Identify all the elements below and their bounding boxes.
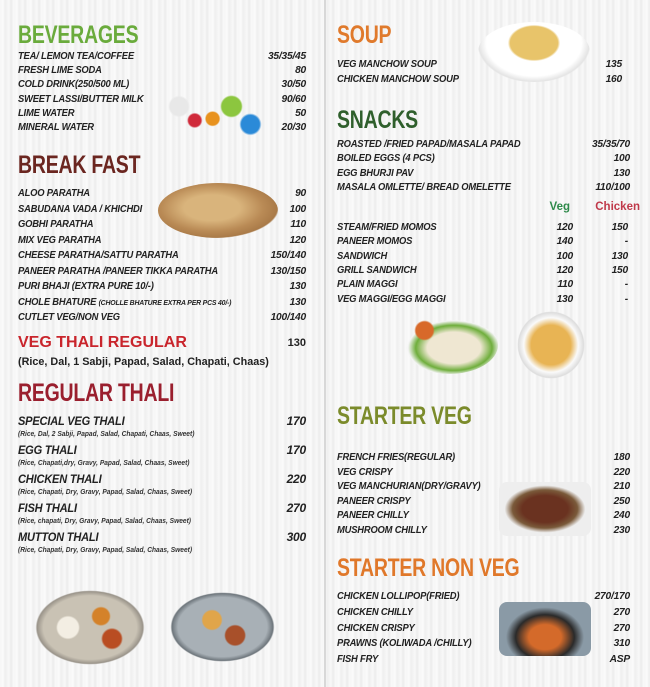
- item-description: (Rice, Chapati, Dry, Gravy, Papad, Salad, Chaas, Sweet): [18, 545, 193, 554]
- item-name: SPECIAL VEG THALI: [18, 414, 125, 428]
- item-name: MUTTON THALI: [18, 530, 99, 544]
- column-header-chicken: Chicken: [595, 201, 640, 214]
- item-price: 170: [286, 414, 306, 428]
- column-header-veg: Veg: [549, 201, 570, 214]
- item-price: 220: [613, 466, 630, 478]
- chicken-price: -: [624, 279, 628, 291]
- veg-price: 130: [556, 293, 573, 305]
- item-price: ASP: [609, 654, 630, 666]
- item-name-text: PURI BHAJI (EXTRA PURE 10/-): [18, 281, 154, 292]
- item-name: COLD DRINK(250/500 ML): [18, 79, 130, 91]
- menu-item: [337, 181, 630, 195]
- menu-item: [18, 64, 306, 78]
- menu-item: [337, 221, 640, 235]
- item-name-text: ALOO PARATHA: [18, 188, 90, 199]
- item-name: CHICKEN MANCHOW SOUP: [337, 73, 459, 85]
- item-price: 110/100: [595, 181, 630, 193]
- section-title: STARTER VEG: [337, 402, 472, 430]
- menu-item: [18, 471, 306, 487]
- item-price: 130: [289, 281, 306, 292]
- item-name: [18, 295, 231, 311]
- item-description: (Rice, Chapati, Dry, Gravy, Papad, Salad, Chaas, Sweet): [18, 487, 193, 496]
- veg-price: 110: [557, 279, 573, 291]
- item-name: PANEER CRISPY: [337, 495, 411, 507]
- veg-price: 120: [556, 222, 573, 234]
- item-name-text: PANEER PARATHA /PANEER TIKKA PARATHA: [18, 265, 218, 277]
- item-price: 180: [613, 452, 630, 463]
- item-price: 150/140: [270, 250, 306, 261]
- menu-item: [337, 278, 640, 292]
- item-name: [18, 186, 90, 202]
- menu-item: [18, 413, 306, 429]
- item-price: 300: [286, 530, 306, 544]
- item-name: [18, 264, 218, 280]
- item-description: (Rice, Chapati,dry, Gravy, Papad, Salad, Chaas, Sweet): [18, 458, 190, 467]
- item-price: 240: [613, 510, 630, 522]
- item-price: 210: [613, 481, 630, 493]
- item-name: CHICKEN CHILLY: [337, 606, 413, 618]
- item-price: 35/35/70: [591, 139, 630, 150]
- item-name: PANEER MOMOS: [337, 236, 413, 248]
- item-name: CHICKEN THALI: [18, 472, 102, 486]
- item-price: 100: [613, 153, 630, 165]
- item-price: 100/140: [270, 312, 306, 323]
- veg-price: 140: [556, 236, 573, 248]
- menu-item: [337, 264, 640, 278]
- item-price: 110: [290, 219, 306, 230]
- item-name: [18, 202, 142, 218]
- section-snacks: [337, 105, 640, 307]
- menu-item: [18, 500, 306, 516]
- item-price: 30/50: [281, 79, 306, 91]
- item-name: MINERAL WATER: [18, 121, 94, 133]
- thali-image-1: [35, 590, 145, 665]
- menu-item: [18, 279, 306, 295]
- item-price: 130: [289, 296, 306, 308]
- item-name: EGG BHURJI PAV: [337, 167, 414, 179]
- item-name: MASALA OMLETTE/ BREAD OMELETTE: [337, 181, 511, 193]
- item-name: [18, 233, 101, 249]
- menu-item: [337, 293, 640, 307]
- item-name: ROASTED /FRIED PAPAD/MASALA PAPAD: [337, 139, 521, 150]
- item-price: 310: [613, 638, 630, 650]
- menu-item: [18, 233, 306, 249]
- item-name: VEG MANCHURIAN(DRY/GRAVY): [337, 481, 481, 493]
- manchurian-image: [499, 482, 591, 536]
- item-price: 220: [286, 472, 306, 486]
- item-name-text: GOBHI PARATHA: [18, 219, 94, 230]
- thali-image-2: [170, 592, 275, 662]
- section-title: STARTER NON VEG: [337, 554, 520, 582]
- item-name-text: CUTLET VEG/NON VEG: [18, 312, 120, 323]
- section-title: SOUP: [337, 21, 392, 49]
- item-price: 130: [613, 167, 630, 179]
- menu-item: [337, 451, 630, 466]
- chicken-price: -: [624, 236, 628, 248]
- drinks-image: [158, 84, 263, 140]
- item-price: 270: [286, 501, 306, 515]
- section-title: BREAK FAST: [18, 151, 141, 179]
- item-description: (Rice, Dal, 2 Sabji, Papad, Salad, Chapati, Chaas, Sweet): [18, 429, 195, 438]
- menu-item: [18, 310, 306, 326]
- item-name-text: SABUDANA VADA / KHICHDI: [18, 203, 143, 215]
- section-title: REGULAR THALI: [18, 379, 175, 407]
- chicken-price: 150: [611, 222, 628, 234]
- chicken-price: -: [624, 293, 628, 305]
- item-name: TEA/ LEMON TEA/COFFEE: [18, 51, 134, 62]
- item-price: 170: [286, 443, 306, 457]
- item-price: 100: [289, 203, 306, 215]
- item-name: CHICKEN LOLLIPOP(FRIED): [337, 591, 460, 602]
- item-name: MUSHROOM CHILLY: [337, 524, 427, 536]
- menu-item: [18, 264, 306, 280]
- item-name: VEG CRISPY: [337, 466, 393, 478]
- section-title: BEVERAGES: [18, 21, 139, 49]
- item-description: (Rice, chapati, Dry, Gravy, Papad, Salad, Chaas, Sweet): [18, 516, 191, 525]
- item-price: 20/30: [281, 121, 306, 133]
- item-price: 270/170: [594, 591, 630, 602]
- menu-item: [18, 442, 306, 458]
- item-name: CHICKEN CRISPY: [337, 622, 415, 634]
- item-name: [18, 248, 179, 264]
- veg-price: 120: [556, 265, 573, 277]
- omelette-image: [516, 310, 586, 380]
- column-divider: [324, 0, 326, 687]
- item-name: BOILED EGGS (4 PCS): [337, 153, 435, 165]
- menu-item: [337, 138, 630, 152]
- item-price: 270: [613, 622, 630, 634]
- item-name: FISH FRY: [337, 654, 379, 666]
- menu-item: [337, 73, 622, 88]
- section-veg-thali-regular: [18, 334, 306, 368]
- paratha-image: [158, 183, 278, 238]
- soup-image: [478, 22, 590, 82]
- item-name: SANDWICH: [337, 250, 388, 262]
- item-price: 120: [289, 234, 306, 246]
- veg-price: 100: [556, 250, 573, 262]
- item-name-text: CHOLE BHATURE: [18, 296, 97, 308]
- lollipop-image: [499, 602, 591, 656]
- price: 130: [287, 337, 306, 349]
- item-note: (CHOLLE BHATURE EXTRA PER PCS 40/-): [98, 297, 232, 307]
- item-price: 50: [295, 107, 306, 119]
- chicken-price: 150: [611, 265, 628, 277]
- item-price: 80: [295, 65, 306, 77]
- item-price: 135: [605, 59, 622, 70]
- item-price: 90/60: [281, 93, 306, 105]
- item-name: PLAIN MAGGI: [337, 279, 398, 291]
- item-price: 35/35/45: [267, 51, 306, 62]
- item-name: VEG MANCHOW SOUP: [337, 59, 437, 70]
- menu-item: [337, 250, 640, 264]
- item-name: [18, 217, 93, 233]
- menu-item: [18, 50, 306, 64]
- menu-item: [337, 235, 640, 249]
- item-price: 160: [605, 73, 622, 85]
- item-price: 270: [613, 606, 630, 618]
- item-name: [18, 279, 154, 295]
- item-name: LIME WATER: [18, 107, 75, 119]
- item-name: STEAM/FRIED MOMOS: [337, 222, 437, 234]
- item-name: VEG MAGGI/EGG MAGGI: [337, 293, 446, 305]
- menu-item: [18, 248, 306, 264]
- item-name: FRENCH FRIES(REGULAR): [337, 452, 455, 463]
- item-name: EGG THALI: [18, 443, 77, 457]
- item-name-text: MIX VEG PARATHA: [18, 234, 102, 246]
- item-price: 130/150: [270, 265, 306, 277]
- item-name: GRILL SANDWICH: [337, 265, 417, 277]
- item-name: PANEER CHILLY: [337, 510, 409, 522]
- section-breakfast: [18, 150, 306, 326]
- section-title: SNACKS: [337, 106, 418, 134]
- item-price: 250: [613, 495, 630, 507]
- item-name: SWEET LASSI/BUTTER MILK: [18, 93, 144, 105]
- item-name: FISH THALI: [18, 501, 77, 515]
- menu-item: [337, 466, 630, 481]
- menu-item: [337, 152, 630, 166]
- item-name: PRAWNS (KOLIWADA /CHILLY): [337, 638, 472, 650]
- item-price: 90: [295, 188, 306, 199]
- menu-item: [337, 167, 630, 181]
- section-regular-thali: [18, 378, 306, 558]
- momos-image: [400, 316, 498, 374]
- section-title: VEG THALI REGULAR: [18, 334, 187, 351]
- chicken-price: 130: [611, 250, 628, 262]
- description: (Rice, Dal, 1 Sabji, Papad, Salad, Chapati, Chaas): [18, 356, 269, 368]
- item-name: FRESH LIME SODA: [18, 65, 102, 77]
- item-name: [18, 310, 120, 326]
- item-name-text: CHEESE PARATHA/SATTU PARATHA: [18, 250, 179, 261]
- menu-item: [18, 529, 306, 545]
- item-price: 230: [613, 524, 630, 536]
- menu-item: [18, 295, 306, 311]
